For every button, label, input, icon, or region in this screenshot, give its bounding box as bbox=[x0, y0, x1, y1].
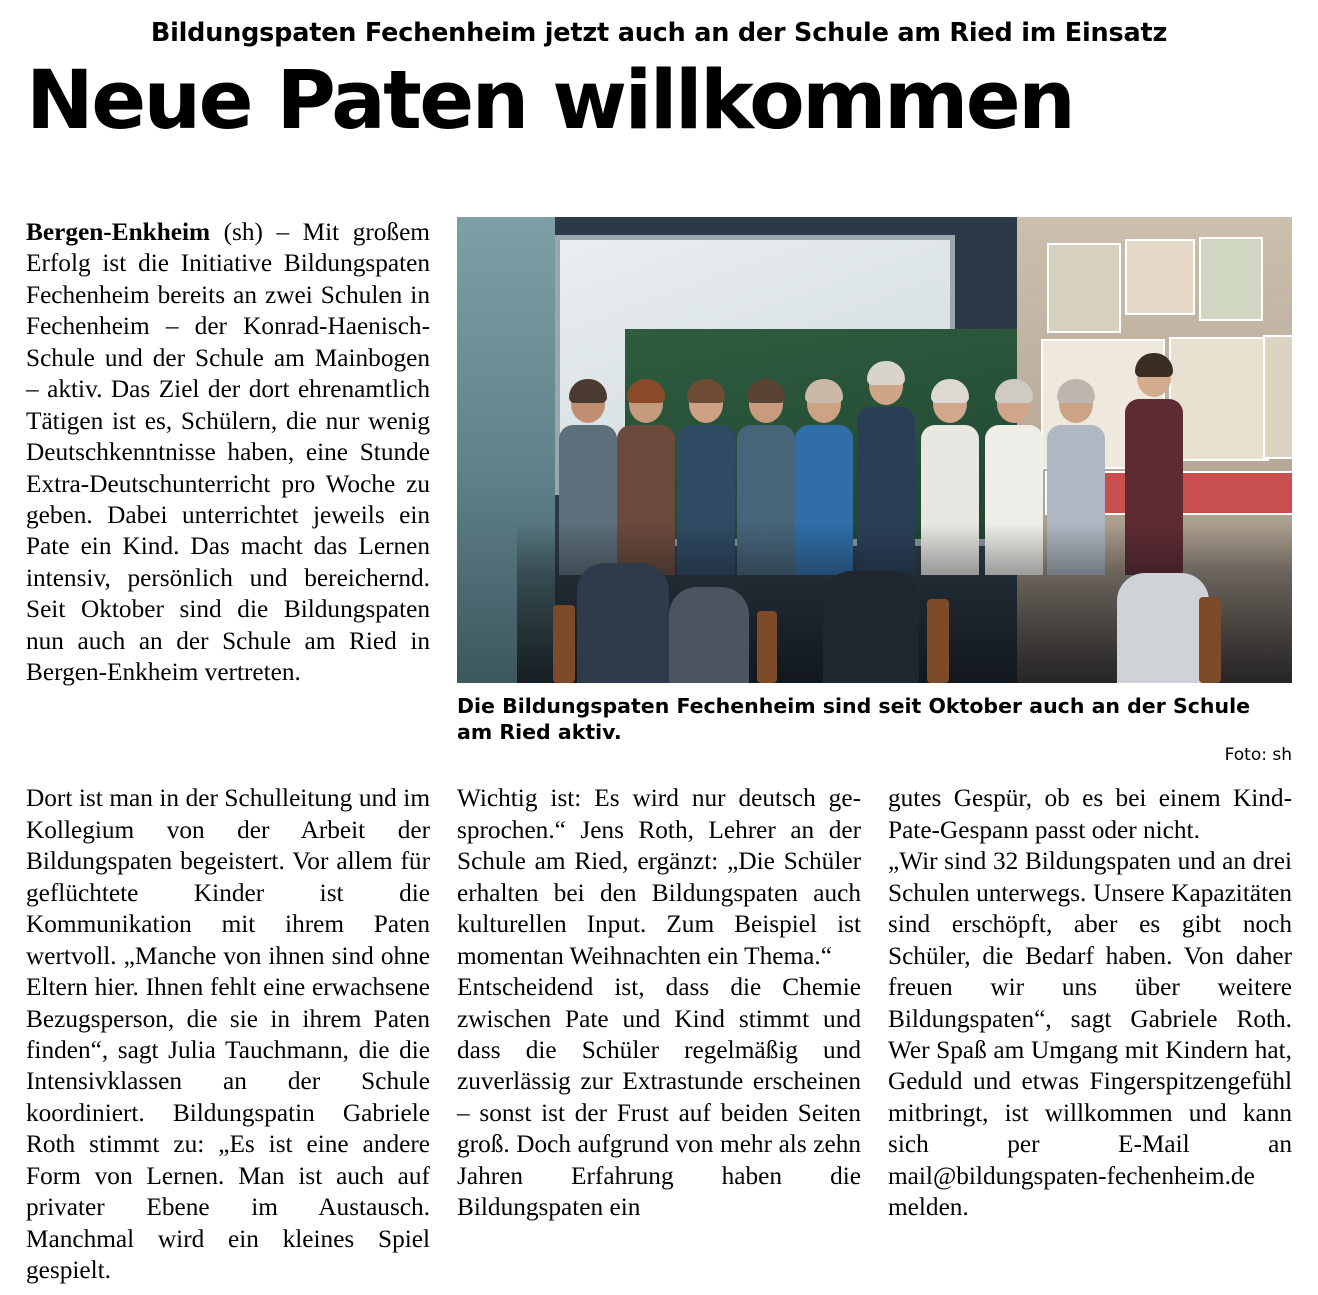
chair bbox=[927, 599, 949, 683]
bottom-row bbox=[26, 783, 1292, 1286]
photo-credit-row bbox=[457, 745, 1292, 765]
wall-poster bbox=[1047, 243, 1121, 333]
article-body bbox=[26, 217, 1292, 1286]
wall-poster bbox=[1125, 239, 1195, 315]
chair bbox=[553, 605, 575, 683]
chair bbox=[757, 611, 777, 683]
paragraph-6: „Wir sind 32 Bildungspaten und an drei Schulen unterwegs. Unsere Kapazitäten sind erschöpft, aber es gibt noch Schüler, die Bedarf haben. Von daher freuen wir uns über weitere Bildungspaten“, sagt Gabriele Roth. Wer Spaß am Umgang mit Kindern hat, Geduld und etwas Fingerspitzengefühl mitbringt, ist willkommen und kann sich per E-Mail an mail@bildungspaten-fechenheim.de melden. bbox=[888, 847, 1292, 1222]
page-title: Neue Paten willkommen bbox=[26, 54, 1074, 149]
paragraph-5: gutes Gespür, ob es bei einem Kind-Pate-Gespann passt oder nicht. bbox=[888, 784, 1292, 844]
student bbox=[1117, 573, 1209, 683]
column-2 bbox=[457, 783, 861, 1286]
column-1-bottom bbox=[26, 783, 430, 1286]
paragraph-3: Wichtig ist: Es wird nur deutsch gesprochen.“ Jens Roth, Lehrer an der Schule am Ried, ergänzt: „Die Schüler erhalten bei den Bildungspaten auch kulturellen Input. Zum Beispiel ist momentan Weihnachten ein Thema.“ bbox=[457, 784, 861, 970]
newspaper-page bbox=[0, 19, 1318, 1295]
student bbox=[577, 563, 669, 683]
paragraph-4: Entscheidend ist, dass die Chemie zwischen Pate und Kind stimmt und dass die Schüler regelmäßig und zuverlässig zur Extrastunde erscheinen – sonst ist der Frust auf beiden Seiten groß. Doch aufgrund von mehr als zehn Jahren Erfahrung haben die Bildungspaten ein bbox=[457, 973, 861, 1222]
student bbox=[823, 571, 919, 683]
kicker: Bildungspaten Fechenheim jetzt auch an der Schule am Ried im Einsatz bbox=[150, 18, 1168, 48]
paragraph-2: Dort ist man in der Schulleitung und im Kollegium von der Arbeit der Bildungspaten begeistert. Vor allem für geflüchtete Kinder ist die Kommunikation mit ihrem Paten wertvoll. „Manche von ihnen sind ohne Eltern hier. Ihnen fehlt eine erwachsene Bezugsperson, die sie in ihrem Paten finden“, sagt Julia Tauchmann, die die Intensivklassen an der Schule koordiniert. Bildungspatin Gabriele Roth stimmt zu: „Es ist eine andere Form von Lernen. Man ist auch auf privater Ebene im Austausch. Manchmal wird ein kleines Spiel gespielt. bbox=[26, 784, 430, 1285]
wall-poster bbox=[1263, 335, 1292, 459]
paragraph-1: Bergen-Enkheim (sh) – Mit großem Erfolg ist die Initiative Bildungspaten Fechenheim bereits an zwei Schulen in Fechenheim – der Konrad-Haenisch-Schule und der Schule am Mainbogen – aktiv. Das Ziel der dort ehrenamtlich Tätigen ist es, Schülern, die nur wenig Deutschkenntnisse haben, eine Stunde Extra-Deutschunterricht pro Woche zu geben. Dabei unterrichtet jeweils ein Pate ein Kind. Das macht das Lernen intensiv, persönlich und bereichernd. Seit Oktober sind die Bildungspaten nun auch an der Schule am Ried in Bergen-Enkheim vertreten. bbox=[26, 218, 430, 687]
top-row bbox=[26, 217, 1292, 765]
wall-poster bbox=[1199, 237, 1263, 321]
student bbox=[669, 587, 749, 683]
column-3 bbox=[888, 783, 1292, 1286]
photo-credit: Foto: sh bbox=[1224, 745, 1292, 766]
photo-caption: Die Bildungspaten Fechenheim sind seit Oktober auch an der Schule am Ried aktiv. bbox=[457, 694, 1250, 745]
dateline: Bergen-Enkheim bbox=[26, 218, 211, 246]
column-1-top bbox=[26, 217, 430, 689]
photo-block bbox=[457, 217, 1292, 765]
chair bbox=[1199, 597, 1221, 683]
article-photo bbox=[457, 217, 1292, 683]
